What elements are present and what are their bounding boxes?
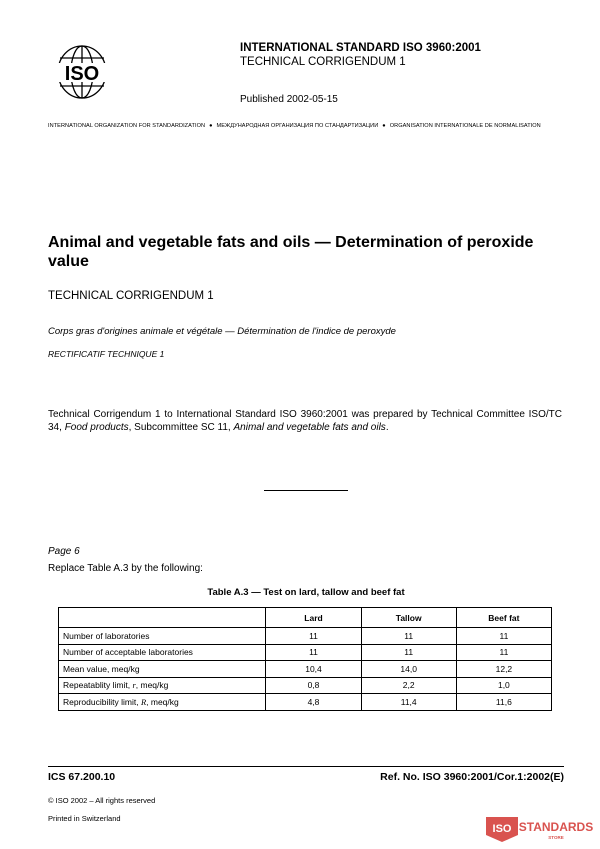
row-label xyxy=(59,694,266,711)
table-cell: 11,4 xyxy=(361,694,456,711)
bullet-separator: ● xyxy=(209,123,213,129)
para-text: Technical Corrigendum 1 to International Standard ISO 3960:2001 was prepared by Technical Committee ISO/TC 34, xyxy=(48,409,562,433)
column-header: Beef fat xyxy=(456,608,551,628)
table-cell: 12,2 xyxy=(456,661,551,678)
symbol-R: R xyxy=(140,696,147,707)
table-header-row xyxy=(59,608,552,628)
table-row xyxy=(59,677,552,694)
page-reference: Page 6 xyxy=(48,546,80,557)
label-text: Repeatablity limit, xyxy=(63,680,133,691)
label-text: Reproducibility limit, xyxy=(63,696,141,707)
separator-line xyxy=(264,490,348,491)
table-row xyxy=(59,628,552,645)
printed-notice: Printed in Switzerland xyxy=(48,814,121,823)
column-header: Tallow xyxy=(361,608,456,628)
published-date: Published 2002-05-15 xyxy=(240,94,338,105)
para-text: , Subcommittee SC 11, xyxy=(128,422,234,433)
table-cell: 1,0 xyxy=(456,677,551,694)
table-cell: 11 xyxy=(361,644,456,661)
watermark-store: STORE xyxy=(548,835,564,840)
column-header xyxy=(59,608,266,628)
corrigendum-en: TECHNICAL CORRIGENDUM 1 xyxy=(48,290,214,302)
symbol-r: r xyxy=(132,680,136,691)
table-cell: 14,0 xyxy=(361,661,456,678)
org-name-ru: МЕЖДУНАРОДНАЯ ОРГАНИЗАЦИЯ ПО СТАНДАРТИЗАЦИИ xyxy=(216,123,379,129)
table-cell: 11 xyxy=(266,628,361,645)
organization-line xyxy=(48,123,564,129)
replace-instruction: Replace Table A.3 by the following: xyxy=(48,563,203,574)
ics-code: ICS 67.200.10 xyxy=(48,771,116,783)
reference-number: Ref. No. ISO 3960:2001/Cor.1:2002(E) xyxy=(380,771,564,783)
para-italic: Food products xyxy=(64,422,129,433)
standards-store-watermark xyxy=(484,815,594,843)
table-row xyxy=(59,661,552,678)
table-row xyxy=(59,694,552,711)
corrigendum-fr: RECTIFICATIF TECHNIQUE 1 xyxy=(48,349,165,359)
table-cell: 11 xyxy=(361,628,456,645)
corrigendum-label: TECHNICAL CORRIGENDUM 1 xyxy=(240,56,406,68)
table-cell: 2,2 xyxy=(361,677,456,694)
org-name-fr: ORGANISATION INTERNATIONALE DE NORMALISATION xyxy=(389,123,541,129)
intro-paragraph xyxy=(48,408,562,434)
watermark-standards: STANDARDS xyxy=(518,820,594,834)
bullet-separator: ● xyxy=(382,123,386,129)
para-text: . xyxy=(385,422,389,433)
label-text: , meq/kg xyxy=(135,680,169,691)
footer-rule xyxy=(48,766,564,767)
french-title: Corps gras d'origines animale et végétale — Détermination de l'indice de peroxyde xyxy=(48,326,396,337)
table-cell: 10,4 xyxy=(266,661,361,678)
table-cell: 11 xyxy=(266,644,361,661)
table-caption: Table A.3 — Test on lard, tallow and beef fat xyxy=(207,587,405,598)
table-cell: 11,6 xyxy=(456,694,551,711)
row-label: Number of acceptable laboratories xyxy=(59,644,266,661)
table-row xyxy=(59,644,552,661)
row-label: Mean value, meq/kg xyxy=(59,661,266,678)
org-name-en: INTERNATIONAL ORGANIZATION FOR STANDARDIZATION xyxy=(48,123,206,129)
iso-logo xyxy=(48,43,116,101)
para-italic: Animal and vegetable fats and oils xyxy=(233,422,386,433)
table-cell: 11 xyxy=(456,628,551,645)
logo-text: ISO xyxy=(64,63,100,85)
table-cell: 0,8 xyxy=(266,677,361,694)
label-text: , meq/kg xyxy=(146,696,179,707)
table-cell: 11 xyxy=(456,644,551,661)
table-cell: 4,8 xyxy=(266,694,361,711)
row-label: Number of laboratories xyxy=(59,628,266,645)
column-header: Lard xyxy=(266,608,361,628)
row-label xyxy=(59,677,266,694)
watermark-iso: ISO xyxy=(492,823,512,835)
results-table xyxy=(58,607,552,711)
document-title: Animal and vegetable fats and oils — Determination of peroxide value xyxy=(48,234,534,270)
standard-title: INTERNATIONAL STANDARD ISO 3960:2001 xyxy=(240,42,481,54)
copyright-notice: © ISO 2002 – All rights reserved xyxy=(48,796,156,805)
